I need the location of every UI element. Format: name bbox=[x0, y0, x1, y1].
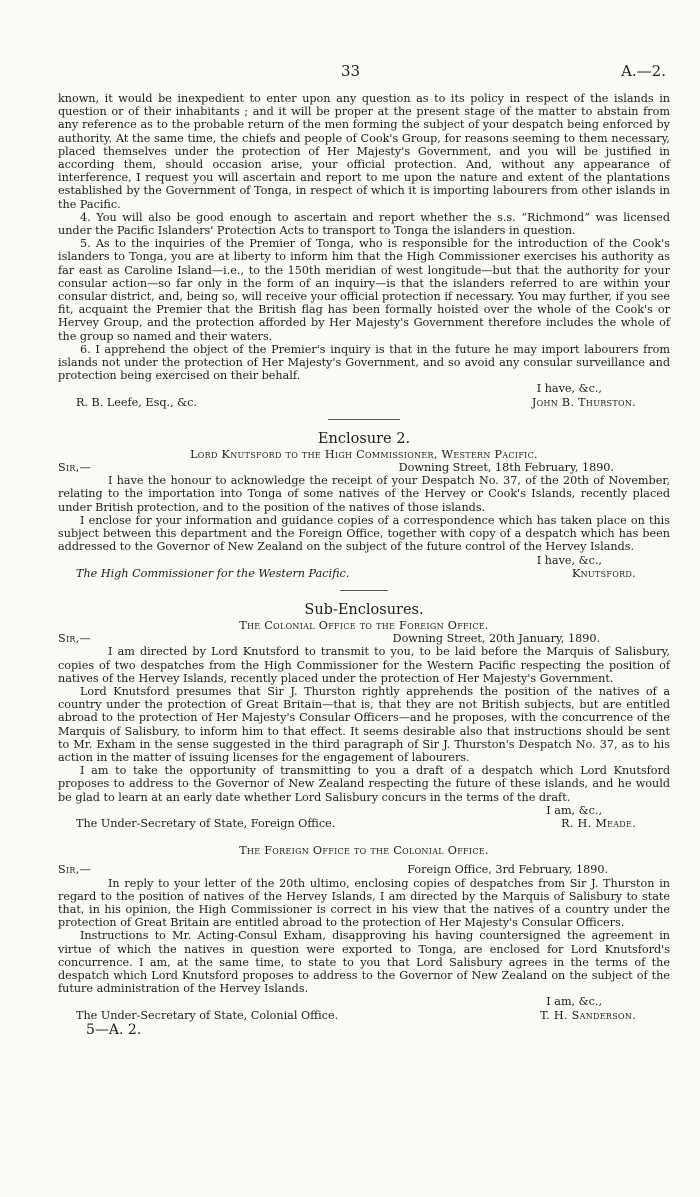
signature-row bbox=[58, 396, 670, 409]
signature: T. H. Sanderson. bbox=[540, 1008, 636, 1022]
letter-colonial-to-foreign bbox=[58, 619, 670, 830]
document-body bbox=[58, 92, 670, 1037]
divider bbox=[328, 419, 400, 420]
closing: I am, &c., bbox=[546, 803, 602, 817]
paragraph: I have the honour to acknowledge the receipt of your Despatch No. 37, of the 20th of November, relating to the importation into Tonga of some natives of the Hervey or Cook's Islands, recently placed under British protection, and to the position of the natives of those islands. bbox=[58, 474, 670, 514]
paragraph: 5. As to the inquiries of the Premier of Tonga, who is responsible for the introduction of the Cook's islanders to Tonga, you are at liberty to inform him that the High Commissioner exercises his authority as far east as Caroline Island—i.e., to the 150th meridian of west longitude—but that the authority for your consular action—so far only in the form of an inquiry—is that the islanders referred to are within your consular district, and, being so, will receive your official protection if necessary. You may further, if you see fit, acquaint the Premier that the British flag has been formally hoisted over the whole of the Cook's or Hervey Group, and the protection afforded by Her Majesty's Government therefore includes the whole of the group so named and their waters. bbox=[58, 237, 670, 343]
sub-enclosures bbox=[58, 601, 670, 1022]
document-reference: A.—2. bbox=[621, 62, 666, 80]
sub-enclosures-title: Sub-Enclosures. bbox=[304, 601, 424, 618]
closing: I am, &c., bbox=[546, 995, 602, 1009]
addressee: The High Commissioner for the Western Pacific. bbox=[76, 566, 350, 580]
paragraph: Lord Knutsford presumes that Sir J. Thurston rightly apprehends the position of the natives of a country under the protection of Great Britain—that is, that they are not British subjects, but are entitled abroad to the protection of Her Majesty's Consular Officers—and he proposes, with the concurrence of the Marquis of Salisbury, to inform him to that effect. It seems desirable also that instructions should be sent to Mr. Exham in the sense suggested in the third paragraph of Sir J. Thurston's Despatch No. 37, as to his action in the matter of issuing licenses for the engagement of labourers. bbox=[58, 684, 670, 764]
addressee: The Under-Secretary of State, Colonial Office. bbox=[76, 1008, 339, 1022]
place-date: Foreign Office, 3rd February, 1890. bbox=[407, 863, 608, 877]
paragraph: I am directed by Lord Knutsford to transmit to you, to be laid before the Marquis of Salisbury, copies of two despatches from the High Commissioner for the Western Pacific respecting the position of natives of the Hervey Islands, recently placed under the protection of Her Majesty's Government. bbox=[58, 645, 670, 685]
enclosure-2 bbox=[58, 430, 670, 580]
salutation-row bbox=[58, 461, 670, 474]
signature-row bbox=[58, 1009, 670, 1022]
letter-foreign-to-colonial bbox=[58, 844, 670, 1022]
divider bbox=[340, 590, 388, 591]
salutation-row bbox=[58, 632, 670, 645]
signature: R. H. Meade. bbox=[561, 816, 636, 830]
addressee: The Under-Secretary of State, Foreign Office. bbox=[76, 816, 336, 830]
letter-subtitle: The Foreign Office to the Colonial Office. bbox=[239, 844, 489, 858]
addressee: R. B. Leefe, Esq., &c. bbox=[76, 395, 197, 409]
place-date: Downing Street, 18th February, 1890. bbox=[398, 461, 614, 475]
letter-subtitle: The Colonial Office to the Foreign Office. bbox=[239, 618, 489, 632]
page-number: 33 bbox=[341, 62, 361, 80]
salutation-row bbox=[58, 863, 670, 876]
signature: John B. Thurston. bbox=[531, 395, 636, 409]
salutation: Sir,— bbox=[58, 632, 92, 646]
enclosure-subtitle: Lord Knutsford to the High Commissioner, Western Pacific. bbox=[190, 447, 538, 461]
enclosure-title: Enclosure 2. bbox=[317, 430, 411, 447]
paragraph: Instructions to Mr. Acting-Consul Exham, disapproving his having countersigned the agreement in virtue of which the natives in question were exported to Tonga, are enclosed for Lord Knutsford's concurrence. I am, at the same time, to state to you that Lord Salisbury agrees in the terms of the despatch which Lord Knutsford proposes to address to the Governor of New Zealand on the subject of the future administration of the Hervey Islands. bbox=[58, 929, 670, 996]
salutation: Sir,— bbox=[58, 863, 92, 877]
closing: I have, &c., bbox=[536, 382, 602, 396]
paragraph: 6. I apprehend the object of the Premier's inquiry is that in the future he may import labourers from islands not under the protection of Her Majesty's Government, and so avoid any consular surveillance and protection being exercised on their behalf. bbox=[58, 342, 670, 383]
paragraph: I am to take the opportunity of transmitting to you a draft of a despatch which Lord Knutsford proposes to address to the Governor of New Zealand respecting the future of these islands, and he would be glad to learn at an early date whether Lord Salisbury concurs in the terms of the draft. bbox=[58, 764, 670, 804]
signature-row bbox=[58, 567, 670, 580]
signature-mark: 5—A. 2. bbox=[86, 1021, 142, 1038]
signature-row bbox=[58, 817, 670, 830]
closing: I have, &c., bbox=[536, 553, 602, 567]
paragraph: 4. You will also be good enough to ascertain and report whether the s.s. “Richmond” was licensed under the Pacific Islanders' Protection Acts to transport to Tonga the islanders in question. bbox=[58, 210, 670, 238]
paragraph: In reply to your letter of the 20th ultimo, enclosing copies of despatches from Sir J. Thurston in regard to the position of natives of the Hervey Islands, I am directed by the Marquis of Salisbury to state that, in his opinion, the High Commissioner is correct in his view that the natives of a country under the protection of Great Britain are entitled abroad to the protection of Her Majesty's Consular Officers. bbox=[58, 876, 670, 930]
paragraph: I enclose for your information and guidance copies of a correspondence which has taken place on this subject between this department and the Foreign Office, together with copy of a despatch which has been addressed to the Governor of New Zealand on the subject of the future control of the Hervey Islands. bbox=[58, 513, 670, 554]
letter-thurston-continued bbox=[58, 92, 670, 409]
place-date: Downing Street, 20th January, 1890. bbox=[392, 632, 600, 646]
paragraph: known, it would be inexpedient to enter upon any question as to its policy in respect of the islands in question or of their inhabitants ; and it will be proper at the present stage of the matter to abstain from any reference as to the probable return of the men forming the subject of your despatch being enforced by authority. At the same time, the chiefs and people of Cook's Group, for reasons seeming to them necessary, placed themselves under the protection of Her Majesty's Government, and you will be justified in according them, should occasion arise, your official protection. And, without any appearance of interference, I request you will ascertain and report to me upon the nature and extent of the plantations established by the Government of Tonga, in respect of which it is importing labourers from other islands in the Pacific. bbox=[58, 92, 670, 211]
salutation: Sir,— bbox=[58, 461, 92, 475]
signature: Knutsford. bbox=[571, 566, 636, 580]
